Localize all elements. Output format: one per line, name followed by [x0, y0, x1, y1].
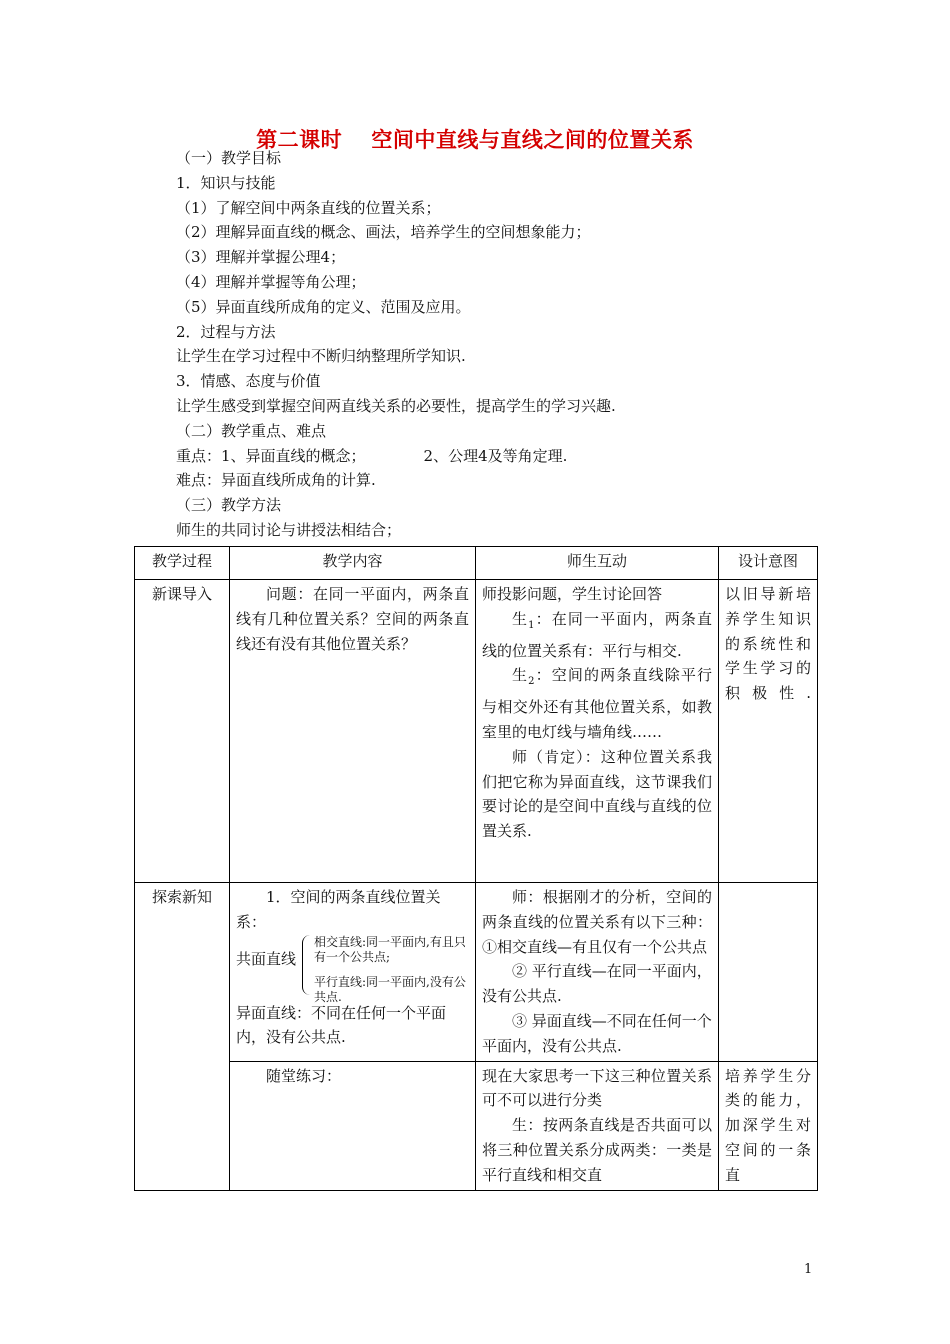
intent-intro-text: 以旧导新培养学生知识的系统性和学生学习的积极性.: [725, 585, 811, 703]
intent-intro: [719, 580, 818, 883]
skew-def: 异面直线：不同在任何一个平面内，没有公共点.: [236, 1003, 447, 1047]
intersect-def: 相交直线:同一平面内,有且只有一个公共点;: [314, 934, 466, 964]
objective-5: （5）异面直线所成角的定义、范围及应用。: [176, 297, 471, 316]
stage-explore: 探索新知: [135, 883, 230, 1191]
objective-2: （2）理解异面直线的概念、画法，培养学生的空间想象能力；: [176, 223, 591, 242]
teacher-confirm: 师（肯定）：这种位置关系我们把它称为异面直线，这节课我们要讨论的是空间中直线与直线的位置关系.: [482, 747, 712, 841]
attitude-heading: 3．情感、态度与价值: [176, 372, 321, 391]
intent-practice: [719, 1061, 818, 1190]
key-point-2: 2、公理4及等角定理.: [423, 446, 568, 465]
student-classify: 生：按两条直线是否共面可以将三种位置关系分成两类：一类是平行直线和相交直: [482, 1116, 712, 1184]
parallel-summary: ② 平行直线—在同一平面内，没有公共点.: [482, 962, 712, 1006]
attitude-text: 让学生感受到掌握空间两直线关系的必要性，提高学生的学习兴趣.: [176, 396, 616, 415]
method-text: 师生的共同讨论与讲授法相结合；: [176, 520, 402, 539]
lesson-table: [134, 546, 818, 1191]
process-text: 让学生在学习过程中不断归纳整理所学知识.: [176, 347, 466, 366]
body-text: [176, 146, 826, 543]
coplanar-label: 共面直线: [236, 949, 297, 968]
key-point-line: [176, 444, 826, 469]
coplanar-diagram: [236, 934, 469, 1004]
header-process: 教学过程: [135, 547, 230, 580]
difficulty-line: 难点：异面直线所成角的计算.: [176, 471, 376, 490]
knowledge-heading: 1．知识与技能: [176, 173, 276, 192]
intent-explore: [719, 883, 818, 1062]
table-row: [135, 580, 818, 883]
table-row: [135, 883, 818, 1062]
student-1-answer: 生$_1$：在同一平面内，两条直线的位置关系有：平行与相交.: [482, 609, 712, 660]
page-number: 1: [804, 1262, 813, 1277]
practice-label: 随堂练习：: [266, 1066, 342, 1085]
brace-icon: [302, 935, 311, 995]
table-row: [135, 1061, 818, 1190]
content-explore: [230, 883, 476, 1062]
interaction-intro: [476, 580, 719, 883]
intent-practice-text: 培养学生分类的能力，加深学生对空间的一条直: [725, 1066, 811, 1184]
header-intent: 设计意图: [719, 547, 818, 580]
method-heading: （三）教学方法: [176, 496, 282, 515]
objective-4: （4）理解并掌握等角公理；: [176, 272, 366, 291]
practice-question: 现在大家思考一下这三种位置关系可不可以进行分类: [482, 1066, 712, 1110]
header-content: 教学内容: [230, 547, 476, 580]
intro-question: 问题：在同一平面内，两条直线有几种位置关系？空间的两条直线还有没有其他位置关系？: [236, 585, 469, 653]
process-heading: 2．过程与方法: [176, 322, 276, 341]
objectives-heading: （一）教学目标: [176, 149, 282, 167]
parallel-def: 平行直线:同一平面内,没有公共点.: [314, 974, 466, 1004]
header-interaction: 师生互动: [476, 547, 719, 580]
student-2-answer: 生$_2$：空间的两条直线除平行与相交外还有其他位置关系，如教室里的电灯线与墙角线……: [482, 666, 712, 741]
objective-3: （3）理解并掌握公理4；: [176, 248, 346, 267]
skew-summary: ③ 异面直线—不同在任何一个平面内，没有公共点.: [482, 1011, 712, 1055]
table-header-row: [135, 547, 818, 580]
content-practice: [230, 1061, 476, 1190]
stage-intro: 新课导入: [135, 580, 230, 883]
interaction-explore: [476, 883, 719, 1062]
relation-title: 1．空间的两条直线位置关系：: [236, 888, 441, 931]
key-point-1: 重点：1、异面直线的概念；: [176, 446, 366, 465]
content-intro: [230, 580, 476, 883]
page-title: 第二课时 空间中直线与直线之间的位置关系: [256, 127, 694, 152]
keypoints-heading: （二）教学重点、难点: [176, 421, 327, 440]
intro-teacher-action: 师投影问题，学生讨论回答: [482, 585, 663, 603]
objective-1: （1）了解空间中两条直线的位置关系；: [176, 198, 441, 217]
interaction-practice: [476, 1061, 719, 1190]
teacher-analysis: 师：根据刚才的分析，空间的两条直线的位置关系有以下三种：①相交直线—有且仅有一个公共点: [482, 888, 712, 956]
